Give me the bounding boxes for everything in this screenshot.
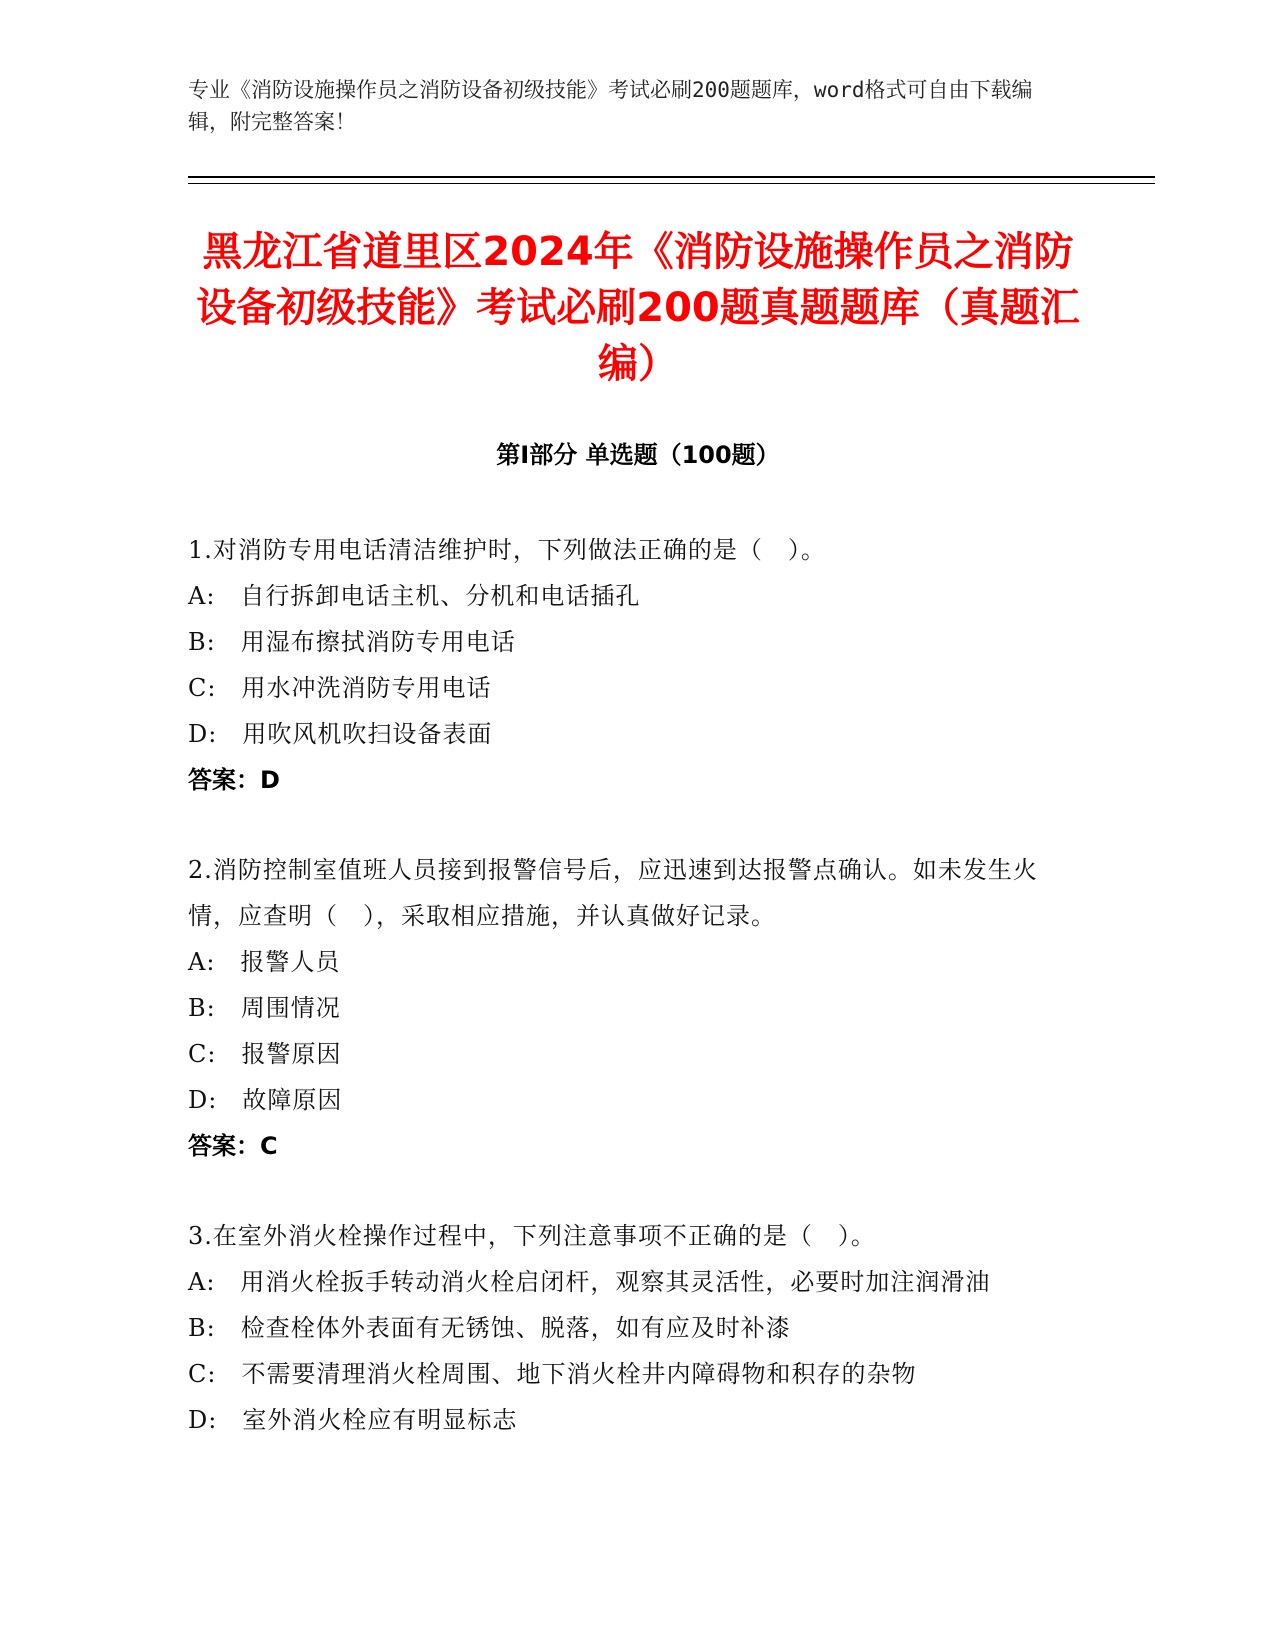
header-rule-thick bbox=[188, 176, 1155, 178]
option-a: A: 报警人员 bbox=[188, 948, 341, 976]
option-d: D: 室外消火栓应有明显标志 bbox=[188, 1406, 518, 1434]
option-d: D: 用吹风机吹扫设备表面 bbox=[188, 720, 493, 748]
option-c: C: 不需要清理消火栓周围、地下消火栓井内障碍物和积存的杂物 bbox=[188, 1360, 917, 1388]
question-1 bbox=[188, 527, 1068, 803]
document-title: 黑龙江省道里区2024年《消防设施操作员之消防设备初级技能》考试必刷200题真题题库（真题汇编） bbox=[196, 229, 1080, 387]
option-a: A: 用消火栓扳手转动消火栓启闭杆，观察其灵活性，必要时加注润滑油 bbox=[188, 1268, 991, 1296]
question-3 bbox=[188, 1213, 1068, 1443]
header-note: 专业《消防设施操作员之消防设备初级技能》考试必刷200题题库，word格式可自由下载编辑，附完整答案！ bbox=[188, 78, 1033, 134]
option-d: D: 故障原因 bbox=[188, 1086, 343, 1114]
answer: 答案：D bbox=[188, 766, 280, 794]
question-stem: 2.消防控制室值班人员接到报警信号后，应迅速到达报警点确认。如未发生火情，应查明（ ），采取相应措施，并认真做好记录。 bbox=[188, 856, 1038, 930]
option-c: C: 报警原因 bbox=[188, 1040, 342, 1068]
question-stem: 3.在室外消火栓操作过程中，下列注意事项不正确的是（ ）。 bbox=[188, 1222, 876, 1250]
option-c: C: 用水冲洗消防专用电话 bbox=[188, 674, 492, 702]
option-b: B: 周围情况 bbox=[188, 994, 341, 1022]
option-a: A: 自行拆卸电话主机、分机和电话插孔 bbox=[188, 582, 641, 610]
header-rule-thin bbox=[188, 183, 1155, 184]
option-b: B: 用湿布擦拭消防专用电话 bbox=[188, 628, 516, 656]
question-2 bbox=[188, 847, 1068, 1169]
question-stem: 1.对消防专用电话清洁维护时，下列做法正确的是（ ）。 bbox=[188, 536, 826, 564]
question-list bbox=[188, 527, 1068, 1487]
answer: 答案：C bbox=[188, 1132, 278, 1160]
option-b: B: 检查栓体外表面有无锈蚀、脱落，如有应及时补漆 bbox=[188, 1314, 791, 1342]
section-title: 第I部分 单选题（100题） bbox=[496, 441, 780, 469]
